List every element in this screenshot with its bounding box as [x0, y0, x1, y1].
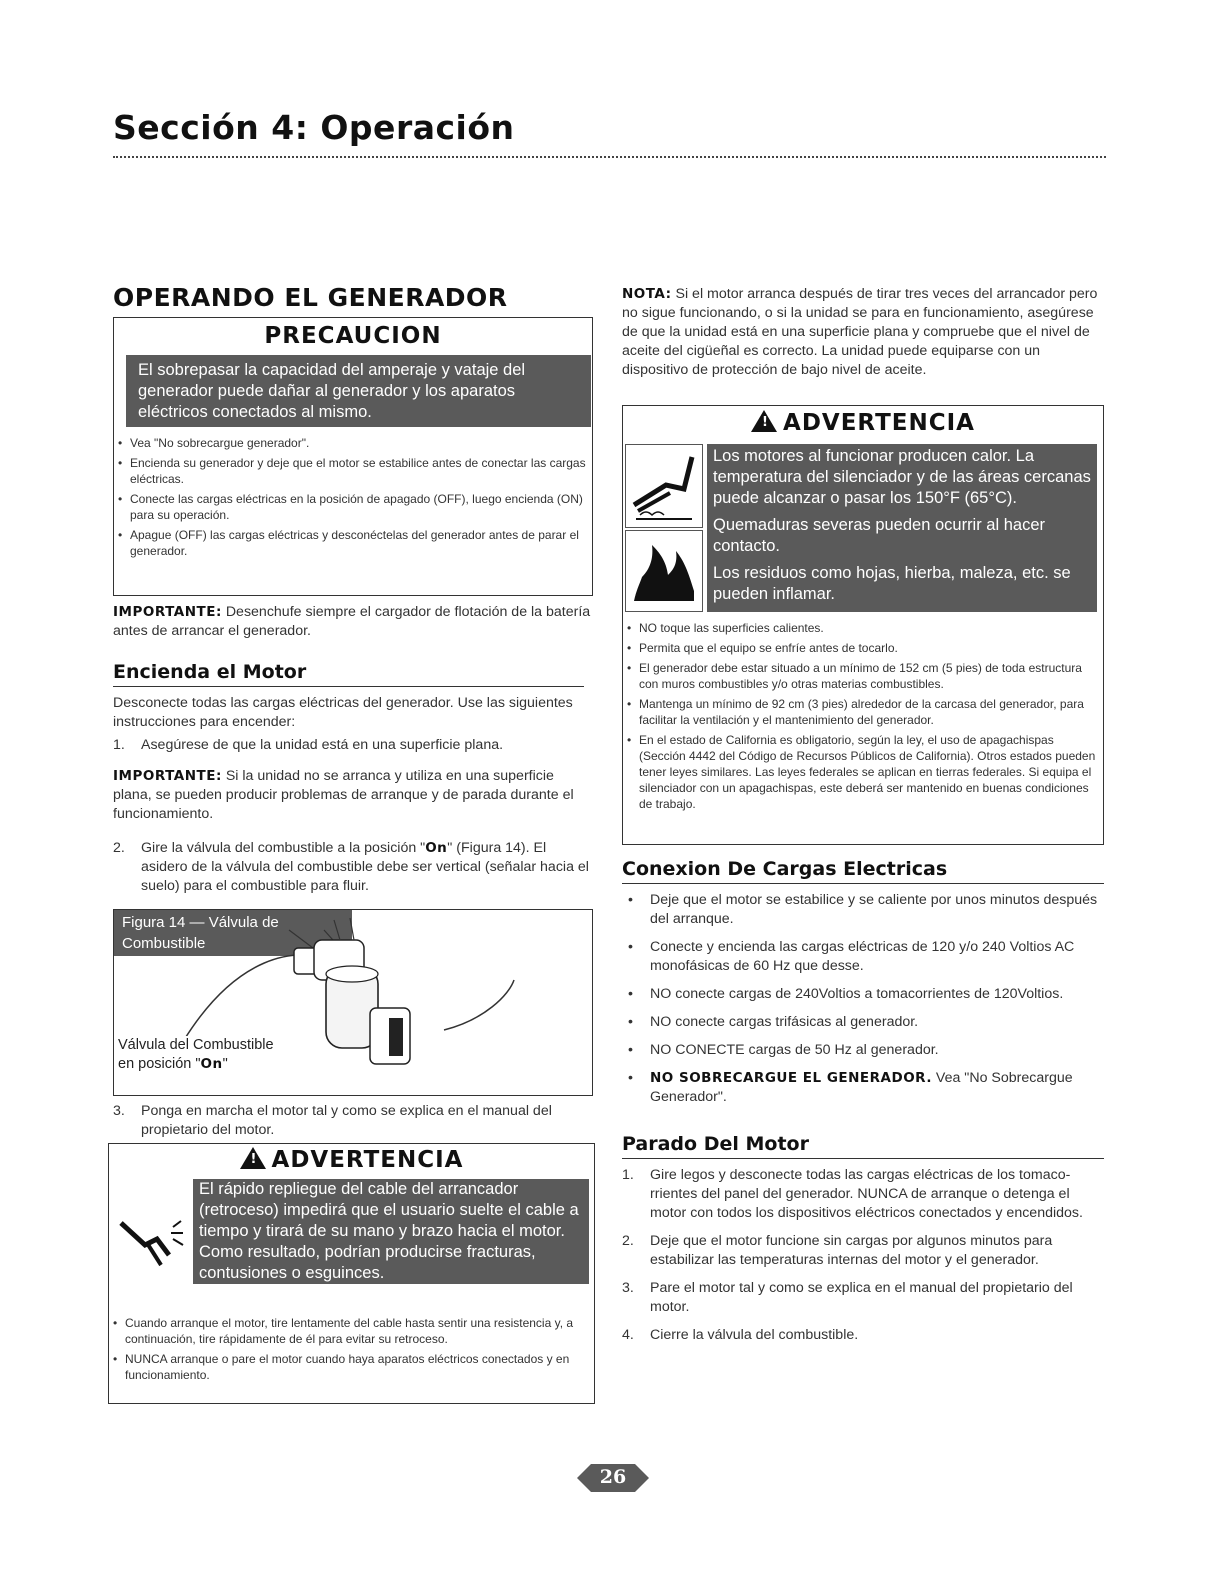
- page-number-badge: [573, 1458, 653, 1498]
- list-item: • Permita que el equipo se enfríe antes de tocarlo.: [623, 640, 1097, 656]
- list-item: • En el estado de California es obligatorio, según la ley, el uso de apagachispas (Sección 4442 del Código de Recursos Públicos de California). Otros estados pueden tener leyes similares. Las leyes federales se aplican en tierras federales. Si equipa el silenciador con un apagachispas, este deberá ser mantenido en buenas condiciones de trabajo.: [623, 732, 1097, 812]
- list-item: • Vea "No sobrecargue generador".: [114, 435, 586, 451]
- step-text: Deje que el motor funcione sin cargas por algunos minutos para estabilizar las temperaturas internas del motor y el generador.: [650, 1233, 1053, 1268]
- valve-label-text: ": [222, 1056, 228, 1072]
- start-step-1: [113, 736, 591, 755]
- list-item: • Cuando arranque el motor, tire lentamente del cable hasta sentir una resistencia y, a continuación, tire rápidamente de él para evitar su retroceso.: [109, 1315, 586, 1347]
- important-text: Si la unidad no se arranca y utiliza en una superficie plana, se pueden producir problemas de arranque y de parada durante el funcionamiento.: [113, 768, 574, 822]
- page-number: 26: [599, 1466, 627, 1488]
- list-item: • NO toque las superficies calientes.: [623, 620, 1097, 636]
- step-number: 2.: [113, 840, 125, 856]
- caution-band: El sobrepasar la capacidad del amperaje y vataje del generador puede dañar al generador y los aparatos eléctricos conectados al mismo.: [126, 355, 591, 427]
- warning-title-text: ADVERTENCIA: [271, 1147, 464, 1173]
- hot-surface-panel: [625, 444, 703, 528]
- important-note-2: [113, 767, 591, 824]
- step-text: " (Figura 14). El asidero de la válvula del combustible debe ser vertical (señalar hacia el suelo) para el combustible para fluir.: [141, 840, 589, 894]
- fire-hazard-panel: [625, 530, 703, 612]
- step-text: Gire la válvula del combustible a la posición ": [141, 840, 426, 856]
- step-number: 3.: [622, 1280, 634, 1296]
- start-intro: Desconecte todas las cargas eléctricas del generador. Use las siguientes instrucciones para encender:: [113, 695, 573, 730]
- step-number: 2.: [622, 1233, 634, 1249]
- warning-body: [109, 1179, 594, 1307]
- stop-steps: [622, 1166, 1102, 1354]
- on-label: On: [200, 1056, 223, 1072]
- list-item: • El generador debe estar situado a un mínimo de 152 cm (5 pies) de toda estructura con muros combustibles y/o otras materias combustibles.: [623, 660, 1097, 692]
- warning-body: [623, 444, 1103, 612]
- step-number: 4.: [622, 1327, 634, 1343]
- step-text: Ponga en marcha el motor tal y como se explica en el manual del propietario del motor.: [141, 1103, 552, 1138]
- list-item: • Mantenga un mínimo de 92 cm (3 pies) alrededor de la carcasa del generador, para facilitar la ventilación y el mantenimiento del generador.: [623, 696, 1097, 728]
- list-item: [622, 1326, 1102, 1345]
- note-paragraph: [622, 285, 1104, 380]
- caution-title: PRECAUCION: [264, 323, 442, 349]
- start-step-2: [113, 839, 591, 896]
- start-heading: Encienda el Motor: [113, 661, 307, 683]
- caution-box: [113, 317, 593, 596]
- list-item: • NUNCA arranque o pare el motor cuando haya aparatos eléctricos conectados y en funcionamiento.: [109, 1351, 586, 1383]
- warning-band: El rápido repliegue del cable del arrancador (retroceso) impedirá que el usuario suelte el cable a tiempo y tirará de su mano y brazo hacia el motor. Como resultado, podrían producirse fracturas, contusiones o esguinces.: [193, 1179, 589, 1284]
- start-step-3: [113, 1102, 591, 1140]
- step-text: Asegúrese de que la unidad está en una superficie plana.: [141, 737, 504, 753]
- list-item: • Encienda su generador y deje que el motor se estabilice antes de conectar las cargas eléctricas.: [114, 455, 586, 487]
- figure-caption: Figura 14 — Válvula de Combustible: [114, 910, 352, 956]
- loads-heading: Conexion De Cargas Electricas: [622, 858, 948, 880]
- warning-title: [109, 1147, 594, 1173]
- warning-box-recoil: [108, 1143, 595, 1404]
- section-divider: [113, 156, 1106, 158]
- stop-heading: Parado Del Motor: [622, 1133, 809, 1155]
- list-item: • NO conecte cargas de 240Voltios a tomacorrientes de 120Voltios.: [622, 985, 1104, 1004]
- overload-warning: NO SOBRECARGUE EL GENERADOR.: [650, 1070, 932, 1086]
- step-number: 1.: [622, 1167, 634, 1183]
- warning-list: [109, 1315, 594, 1383]
- valve-label-line: [118, 1055, 274, 1074]
- important-label: IMPORTANTE:: [113, 768, 222, 784]
- list-item: • Conecte las cargas eléctricas en la posición de apagado (OFF), luego encienda (ON) para su operación.: [114, 491, 586, 523]
- list-item: [622, 1279, 1102, 1317]
- warning-title: [623, 410, 1103, 436]
- warning-title-text: ADVERTENCIA: [783, 410, 975, 436]
- important-label: IMPORTANTE:: [113, 604, 222, 620]
- warning-triangle-icon: !: [240, 1147, 266, 1169]
- section-title: Sección 4: Operación: [113, 108, 515, 147]
- warning-list: [623, 620, 1103, 812]
- important-note-1: [113, 603, 593, 641]
- figure-14: [113, 909, 593, 1096]
- list-item: • Conecte y encienda las cargas eléctricas de 120 y/o 240 Voltios AC monofásicas de 60 Hz que desse.: [622, 938, 1104, 976]
- warning-box-heat: [622, 405, 1104, 845]
- valve-label-text: en posición ": [118, 1056, 201, 1072]
- overload-reference: Vea "No Sobrecargue Generador".: [650, 1070, 1073, 1105]
- operating-heading: OPERANDO EL GENERADOR: [113, 283, 508, 312]
- list-item: • NO conecte cargas trifásicas al generador.: [622, 1013, 1104, 1032]
- recoil-hazard-icon: [117, 1215, 189, 1269]
- stop-heading-rule: [622, 1158, 1104, 1159]
- warning-band: [707, 444, 1097, 612]
- list-item: • NO CONECTE cargas de 50 Hz al generador.: [622, 1041, 1104, 1060]
- step-number: 1.: [113, 737, 125, 753]
- important-text: Desenchufe siempre el cargador de flotación de la batería antes de arrancar el generador.: [113, 604, 591, 639]
- warning-band-line: Los residuos como hojas, hierba, maleza, etc. se pueden inflamar.: [713, 564, 1071, 603]
- note-label: NOTA:: [622, 286, 672, 302]
- note-text: Si el motor arranca después de tirar tres veces del arrancador pero no sigue funcionando, o si la unidad se para en funcionamiento, asegúrese de que la unidad está en una superficie plana y compruebe que el nivel de aceite del cigüeñal es correcto. La unidad puede equiparse con un dispositivo de protección de bajo nivel de aceite.: [622, 286, 1098, 378]
- list-item: [622, 1069, 1104, 1107]
- step-text: Gire legos y desconecte todas las cargas eléctricas de los tomaco-rrientes del panel del generador. NUNCA de arranque o detenga el motor con todos los dispositivos eléctricos conectados y encendidos.: [650, 1167, 1083, 1221]
- valve-label: [118, 1036, 274, 1074]
- start-heading-rule: [113, 686, 584, 687]
- warning-triangle-icon: !: [751, 410, 777, 432]
- loads-list: [622, 891, 1104, 1116]
- step-text: Cierre la válvula del combustible.: [650, 1327, 859, 1343]
- fire-icon: [626, 531, 702, 611]
- warning-band-line: Los motores al funcionar producen calor. La temperatura del silenciador y de las áreas cercanas puede alcanzar o pasar los 150°F (65°C).: [713, 447, 1091, 507]
- list-item: [622, 1166, 1102, 1223]
- warning-band-line: Quemaduras severas pueden ocurrir al hacer contacto.: [713, 516, 1046, 555]
- step-number: 3.: [113, 1103, 125, 1119]
- on-label: On: [425, 840, 448, 856]
- step-text: Pare el motor tal y como se explica en el manual del propietario del motor.: [650, 1280, 1073, 1315]
- hot-surface-icon: [626, 445, 702, 527]
- valve-label-line: Válvula del Combustible: [118, 1037, 274, 1053]
- caution-list: [114, 435, 592, 559]
- list-item: • Apague (OFF) las cargas eléctricas y desconéctelas del generador antes de parar el generador.: [114, 527, 586, 559]
- loads-heading-rule: [622, 883, 1104, 884]
- list-item: [622, 1232, 1102, 1270]
- list-item: • Deje que el motor se estabilice y se caliente por unos minutos después del arranque.: [622, 891, 1104, 929]
